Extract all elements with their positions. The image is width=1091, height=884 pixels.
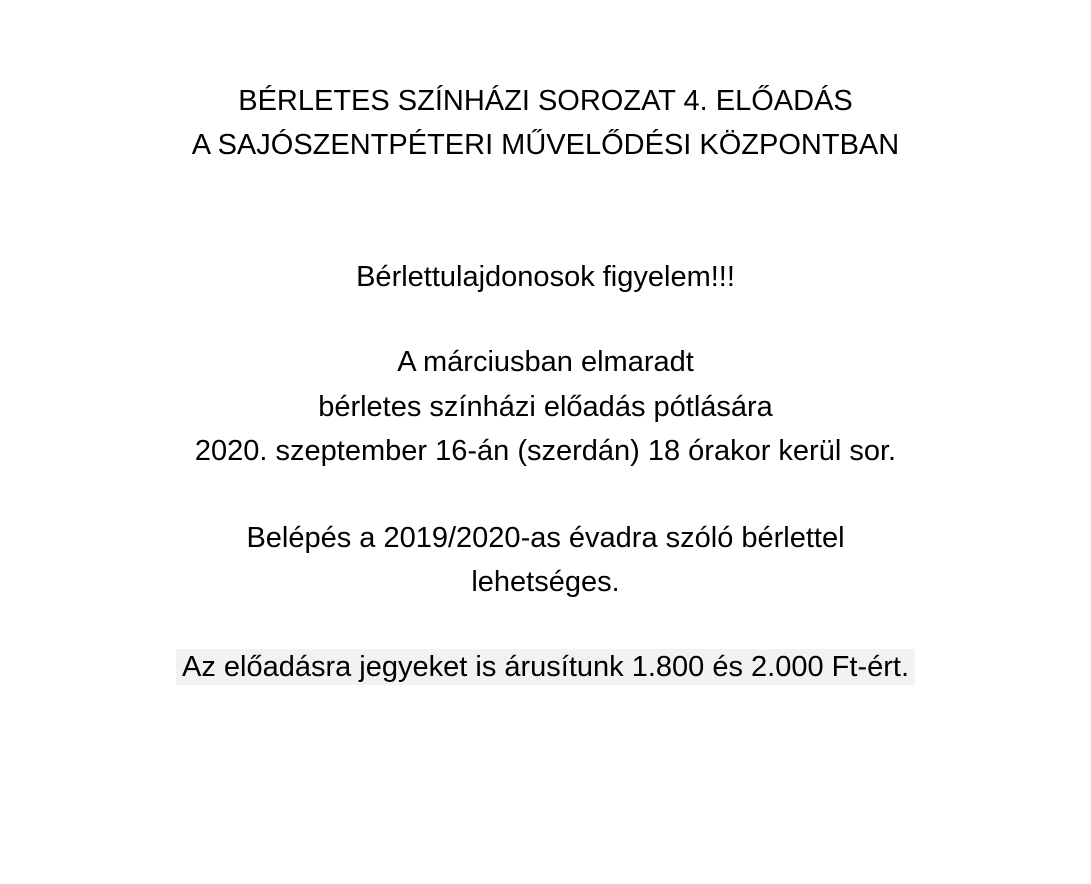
postponed-line-3: 2020. szeptember 16-án (szerdán) 18 órakor kerül sor.	[194, 435, 897, 467]
postponed-line-2: bérletes színházi előadás pótlására	[318, 391, 773, 423]
attention-text: Bérlettulajdonosok figyelem!!!	[356, 261, 735, 293]
heading-line-1: BÉRLETES SZÍNHÁZI SOROZAT 4. ELŐADÁS	[238, 85, 853, 117]
tickets-line	[0, 650, 1091, 684]
entry-line-2: lehetséges.	[471, 566, 620, 598]
postponed-line-1: A márciusban elmaradt	[397, 346, 694, 378]
heading-line-2: A SAJÓSZENTPÉTERI MŰVELŐDÉSI KÖZPONTBAN	[191, 129, 900, 161]
tickets-text: Az előadásra jegyeket is árusítunk 1.800 és 2.000 Ft-ért.	[176, 649, 915, 685]
entry-line-1: Belépés a 2019/2020-as évadra szóló bérlettel	[246, 522, 845, 554]
